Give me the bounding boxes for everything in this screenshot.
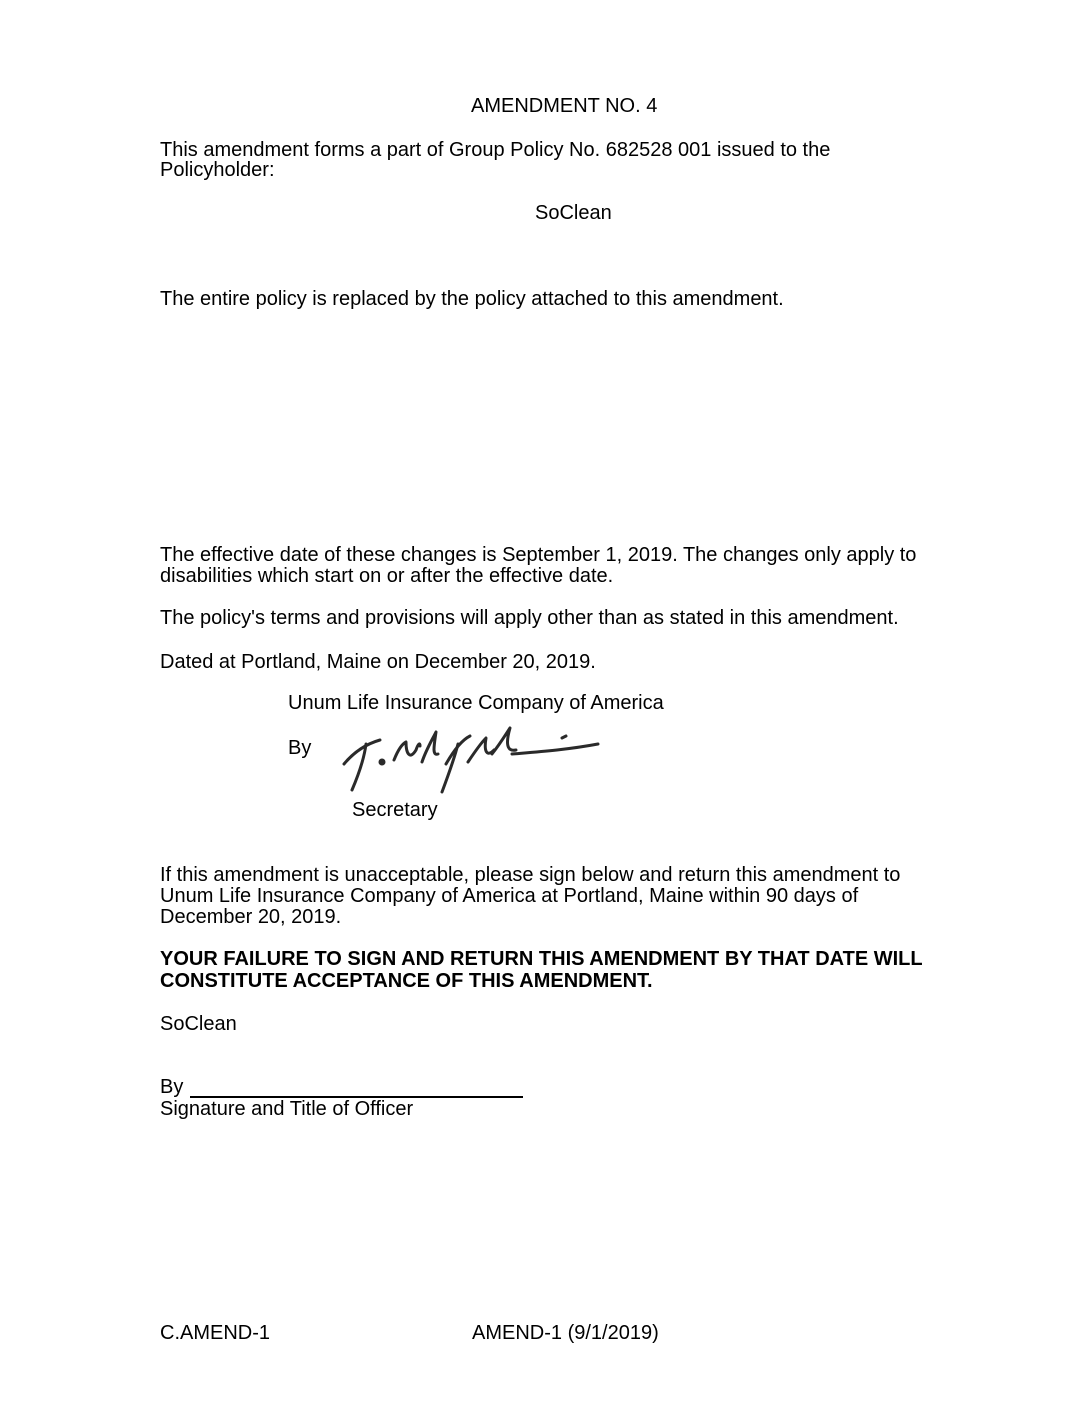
return-line-2: Unum Life Insurance Company of America at Portland, Maine within 90 days of: [160, 885, 859, 907]
warning-line-2: CONSTITUTE ACCEPTANCE OF THIS AMENDMENT.: [160, 970, 653, 992]
footer-form-code: C.AMEND-1: [160, 1322, 271, 1344]
replace-statement: The entire policy is replaced by the policy attached to this amendment.: [160, 288, 784, 310]
warning-line-1: YOUR FAILURE TO SIGN AND RETURN THIS AMENDMENT BY THAT DATE WILL: [160, 948, 923, 970]
officer-signature-label: Signature and Title of Officer: [160, 1098, 414, 1120]
by-label-officer: By: [160, 1076, 184, 1098]
policyholder-name: SoClean: [535, 202, 612, 224]
company-name: Unum Life Insurance Company of America: [288, 692, 664, 714]
dated-statement: Dated at Portland, Maine on December 20, 2019.: [160, 651, 596, 673]
effective-date-line-2: disabilities which start on or after the effective date.: [160, 565, 614, 587]
by-label-company: By: [288, 737, 312, 759]
policyholder-name-repeat: SoClean: [160, 1013, 237, 1035]
intro-line-1: This amendment forms a part of Group Policy No. 682528 001 issued to the: [160, 139, 831, 161]
return-line-1: If this amendment is unacceptable, please sign below and return this amendment to: [160, 864, 901, 886]
handwritten-signature: [336, 720, 606, 795]
effective-date-line-1: The effective date of these changes is September 1, 2019. The changes only apply to: [160, 544, 917, 566]
amendment-title: AMENDMENT NO. 4: [471, 95, 658, 117]
terms-statement: The policy's terms and provisions will apply other than as stated in this amendment.: [160, 607, 899, 629]
intro-line-2: Policyholder:: [160, 159, 275, 181]
footer-form-date: AMEND-1 (9/1/2019): [472, 1322, 659, 1344]
return-line-3: December 20, 2019.: [160, 906, 342, 928]
signature-title: Secretary: [352, 799, 438, 821]
